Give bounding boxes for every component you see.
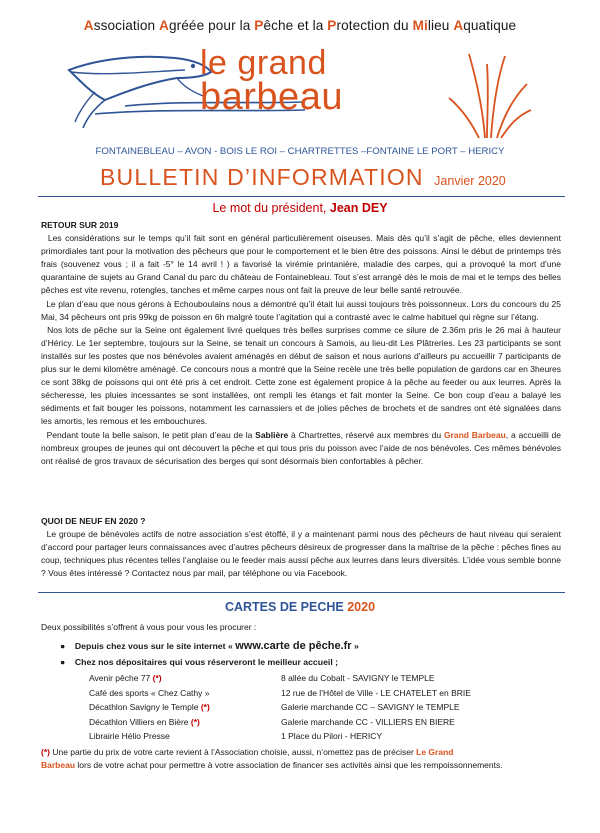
sabliere-name: Sablière <box>255 429 289 440</box>
association-word: ssociation <box>93 18 160 33</box>
depositaire-address: 12 rue de l’Hôtel de Ville - LE CHATELET en BRIE <box>281 687 471 698</box>
depositaire-name <box>89 702 210 712</box>
towns-list: FONTAINEBLEAU – AVON - BOIS LE ROI – CHARTRETTES –FONTAINE LE PORT – HERICY <box>95 146 505 157</box>
note-b: lors de votre achat pour permettre à votre association de financer ses activités ainsi que les rempoissonnements. <box>75 760 503 771</box>
note-paragraph <box>41 746 565 772</box>
depositaire-star: (*) <box>190 716 200 727</box>
association-capital: Mi <box>412 18 428 33</box>
association-word: quatique <box>463 18 517 33</box>
retour-p3-text: Nos lots de pêche sur la Seine ont également livré quelques très belles surprises comme ce silure de 2.36m pris le 26 mai à hauteur d’Héricy. Le 1er septembre, toujours sur la Seine, se tenait un concours à Samois, au lieu-dit Les Plâtreries. Les 23 participants se sont installés sur les postes que nos bénévoles avaient aménagés en début de saison et nous aurions d’ailleurs pu accueillir 7 participants de plus sur le demi kilomètre aménagé. Ce concours nous a montré que la Seine recèle une très belle population de gardons car en 3heures ce sont 38kg de poissons qui ont été pris à cet endroit. Cette zone est également propice à la pêche au feeder ou aux leurres. Après la sécheresse, les pluies incessantes se sont installées, ont rempli les étangs et fait monter la Seine. Ce bon coup d’eau a balayé les sédiments et fait bouger les poissons, notamment les carnassiers et de jolies pêches de brochets et de sandres ont été signalées dans les amortis, les remous et les embouchures. <box>41 324 561 427</box>
cartes-heading <box>0 600 600 614</box>
bullet1-prefix: Depuis chez vous sur le site internet « <box>74 641 236 651</box>
association-capital: A <box>83 18 94 33</box>
retour-heading: RETOUR SUR 2019 <box>41 220 119 230</box>
bullet-website <box>60 640 359 652</box>
depositaire-label: Décathlon Villiers en Bière <box>89 716 191 727</box>
president-prefix: Le mot du président, <box>212 201 330 215</box>
neuf-paragraph <box>41 528 561 580</box>
bulletin-title: BULLETIN D’INFORMATION <box>100 164 424 190</box>
association-capital: A <box>159 18 169 33</box>
bulletin-heading <box>100 164 560 191</box>
note-a: Une partie du prix de votre carte revient à l’Association choisie, aussi, n’omettez pas de préciser <box>49 747 417 757</box>
website-link[interactable]: www.carte de pêche.fr <box>235 640 352 652</box>
depositaire-name <box>89 717 200 727</box>
association-capital: A <box>453 18 464 33</box>
divider <box>38 196 565 197</box>
neuf-p1-text: Le groupe de bénévoles actifs de notre association s’est étoffé, il y a maintenant parmi nous des pêcheurs de haut niveau qui seraient d’accord pour partager leurs connaissances avec d’autres pêcheurs désireux de progresser dans la maîtrise de la pêche : pêches fines au coup, techniques plus récentes telles l’anglaise ou le feeder mais aussi pêche aux leurres dans leurs diversités. L’idée vous semble bonne ? Vous êtes intéressé ? Contactez nous par mail, par téléphone ou via Facebook. <box>41 529 561 579</box>
association-word: êche et la <box>263 18 328 33</box>
brand-name-line1: le grand <box>200 44 327 82</box>
retour-p4c: , a accueilli de nombreux groupes de jeunes qui ont découvert la pêche et qui tous pris du poisson avec l’aide de nos bénévoles. Ces mêmes bénévoles ont réalisé de gros travaux de sécurisation des berges qui sont désormais bien confortables à pêcher. <box>41 429 561 466</box>
retour-paragraph-1 <box>41 232 561 297</box>
depositaire-address: 8 allée du Cobalt - SAVIGNY le TEMPLE <box>281 673 435 683</box>
retour-p4b: à Chartrettes, réservé aux membres du <box>288 429 444 440</box>
note-grand: Le Grand <box>416 747 454 757</box>
cartes-title: CARTES DE PECHE <box>224 600 348 614</box>
depositaire-star: (*) <box>200 702 210 712</box>
bullet1-suffix: » <box>351 641 359 651</box>
grand-barbeau-name: Grand Barbeau <box>443 429 506 440</box>
cartes-intro: Deux possibilités s’offrent à vous pour vous les procurer : <box>41 622 257 632</box>
association-word: gréée pour la <box>168 18 255 33</box>
cartes-note <box>41 746 565 772</box>
brand-name-line2: barbeau <box>200 76 343 118</box>
depositaire-name <box>89 731 170 741</box>
divider <box>38 592 565 593</box>
bullet-dot: ● <box>60 641 75 651</box>
association-capital: P <box>327 18 337 33</box>
depositaire-name <box>89 688 209 698</box>
president-heading <box>0 201 600 215</box>
retour-section <box>41 219 561 468</box>
retour-p4a: Pendant toute la belle saison, le petit plan d’eau de la <box>46 429 256 440</box>
retour-p2-text: Le plan d’eau que nous gérons à Echouboulains nous a démontré qu’il était lui aussi toujours très poissonneux. Lors du concours du 25 Mai, 34 pêcheurs ont pris 99kg de poisson en 6h malgré toute l’agitation qui a contrasté avec le calme habituel qui règne sur l’étang. <box>41 298 561 322</box>
bullet-depositaires <box>60 657 338 667</box>
association-word: lieu <box>427 18 454 33</box>
depositaire-label: Café des sports « Chez Cathy » <box>89 687 210 698</box>
bulletin-date: Janvier 2020 <box>434 174 506 188</box>
depositaire-star: (*) <box>152 673 162 683</box>
cartes-year: 2020 <box>347 600 376 614</box>
depositaire-name <box>89 673 162 683</box>
depositaire-label: Avenir pêche 77 <box>89 673 153 683</box>
neuf-section <box>41 515 561 580</box>
retour-paragraph-2 <box>41 298 561 324</box>
bullet-dot: ● <box>60 657 75 667</box>
depositaire-label: Décathlon Savigny le Temple <box>89 702 201 712</box>
neuf-heading: QUOI DE NEUF EN 2020 ? <box>41 516 146 526</box>
bullet2-text: Chez nos dépositaires qui vous réserveront le meilleur accueil ; <box>74 657 339 667</box>
association-word: rotection du <box>336 18 413 33</box>
association-capital: P <box>254 18 264 33</box>
depositaire-address: Galerie marchande CC – SAVIGNY le TEMPLE <box>281 702 460 712</box>
depositaire-address: Galerie marchande CC - VILLIERS EN BIERE <box>281 716 455 727</box>
president-name: Jean DEY <box>329 201 388 215</box>
retour-p1-text: Les considérations sur le temps qu’il fait sont en général particulièrement oiseuses. Mais dès qu’il s’agit de pêche, elles deviennent primordiales tant pour la motivation des pêcheurs que pour le comportement et le bien être des poissons. Ainsi le début de printemps très frais (souvenez vous ; il a fait -5° le 14 avril ! ) a favorisé la virémie printanière, maladie des carpes, qui a provoqué la mort d’une quarantaine de sujets au Grand Canal du parc du château de Fontainebleau. Tout s’est arrangé dès le mois de mai et le temps des belles pêches est vite revenu, rotengles, tanches et même carpes nous ont fait la preuve de leur belle santé retrouvée. <box>41 233 561 296</box>
note-star: (*) <box>41 747 50 757</box>
depositaire-label: Librairie Hélio Presse <box>89 731 170 741</box>
retour-paragraph-4 <box>41 429 561 468</box>
association-name <box>0 18 600 33</box>
depositaire-address: 1 Place du Pilori - HERICY <box>281 731 383 741</box>
retour-paragraph-3 <box>41 324 561 429</box>
note-barbeau: Barbeau <box>41 760 76 771</box>
